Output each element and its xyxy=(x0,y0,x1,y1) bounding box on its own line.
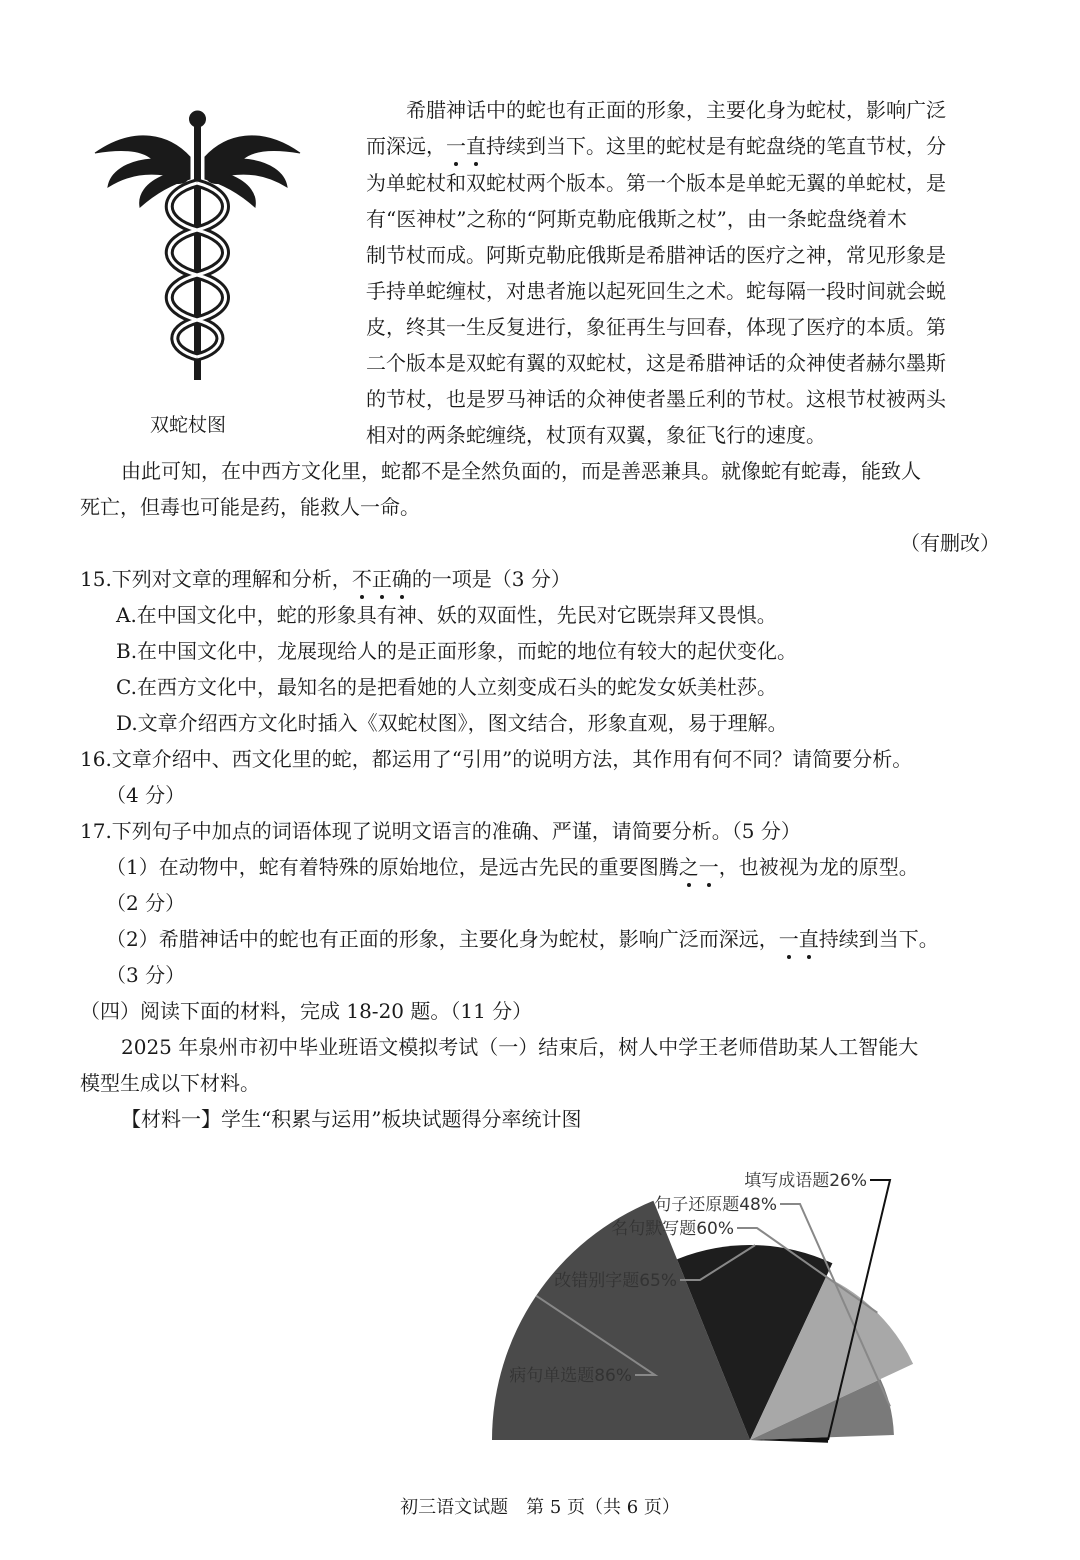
source-note: （有删改） xyxy=(900,531,1000,555)
passage-line-7: 皮，终其一生反复进行，象征再生与回春，体现了医疗的本质。第 xyxy=(366,315,946,339)
chart-label-5: 填写成语题26% xyxy=(744,1171,867,1191)
q15-option-d: D.文章介绍西方文化时插入《双蛇杖图》，图文结合，形象直观，易于理解。 xyxy=(116,711,788,735)
emphasis-dot-char: 直 xyxy=(466,131,486,161)
q17-stem: 17.下列句子中加点的词语体现了说明文语言的准确、严谨，请简要分析。（5 分） xyxy=(80,819,801,843)
q16-score: （4 分） xyxy=(106,783,186,807)
caduceus-icon xyxy=(90,95,305,385)
q15-option-c: C.在西方文化中，最知名的是把看她的人立刻变成石头的蛇发女妖美杜莎。 xyxy=(116,675,777,699)
passage-line-2: 而深远，一直持续到当下。这里的蛇杖是有蛇盘绕的笔直节杖，分 xyxy=(366,131,946,161)
emphasis-dot-char: 一 xyxy=(779,924,799,954)
passage-line-4: 有“医神杖”之称的“阿斯克勒庇俄斯之杖”，由一条蛇盘绕着木 xyxy=(366,207,907,231)
passage-line-10: 相对的两条蛇缠绕，杖顶有双翼，象征飞行的速度。 xyxy=(366,423,826,447)
passage-line-1: 希腊神话中的蛇也有正面的形象，主要化身为蛇杖，影响广泛 xyxy=(406,98,946,122)
emphasis-dot-char: 之 xyxy=(679,852,699,882)
q15-option-a: A.在中国文化中，蛇的形象具有神、妖的双面性，先民对它既崇拜又畏惧。 xyxy=(116,603,777,627)
q16-stem: 16.文章介绍中、西文化里的蛇，都运用了“引用”的说明方法，其作用有何不同？请简要分析。 xyxy=(80,747,913,771)
conclusion-line-1: 由此可知，在中西方文化里，蛇都不是全然负面的，而是善恶兼具。就像蛇有蛇毒，能致人 xyxy=(121,459,921,483)
passage-line-8: 二个版本是双蛇有翼的双蛇杖，这是希腊神话的众神使者赫尔墨斯 xyxy=(366,351,946,375)
q15-option-b: B.在中国文化中，龙展现给人的是正面形象，而蛇的地位有较大的起伏变化。 xyxy=(116,639,798,663)
q17-sentence-1-score: （2 分） xyxy=(106,891,186,915)
emphasis-dot-char: 正 xyxy=(372,564,392,594)
passage-line-9: 的节杖，也是罗马神话的众神使者墨丘利的节杖。这根节杖被两头 xyxy=(366,387,946,411)
chart-label-2: 改错别字题65% xyxy=(554,1271,677,1291)
section4-intro-2: 模型生成以下材料。 xyxy=(80,1071,260,1095)
passage-line-6: 手持单蛇缠杖，对患者施以起死回生之术。蛇每隔一段时间就会蜕 xyxy=(366,279,946,303)
q17-sentence-2: （2）希腊神话中的蛇也有正面的形象，主要化身为蛇杖，影响广泛而深远，一直持续到当下。 xyxy=(106,924,939,954)
emphasis-dot-char: 确 xyxy=(392,564,412,594)
figure-caption: 双蛇杖图 xyxy=(150,414,227,436)
emphasis-dot-char: 不 xyxy=(352,564,372,594)
passage-line-5: 制节杖而成。阿斯克勒庇俄斯是希腊神话的医疗之神，常见形象是 xyxy=(366,243,946,267)
emphasis-dot-char: 直 xyxy=(799,924,819,954)
chart-label-3: 名句默写题60% xyxy=(611,1219,734,1239)
chart-label-1: 病句单选题86% xyxy=(509,1366,632,1386)
chart-label-4: 句子还原题48% xyxy=(654,1195,777,1215)
emphasis-dot-char: 一 xyxy=(446,131,466,161)
q15-stem: 15.下列对文章的理解和分析，不正确的一项是（3 分） xyxy=(80,564,571,594)
section4-heading: （四）阅读下面的材料，完成 18-20 题。（11 分） xyxy=(80,999,533,1023)
score-rate-chart xyxy=(300,1140,867,1450)
conclusion-line-2: 死亡，但毒也可能是药，能救人一命。 xyxy=(80,495,420,519)
material-1-title: 【材料一】学生“积累与运用”板块试题得分率统计图 xyxy=(121,1107,582,1131)
q17-sentence-1: （1）在动物中，蛇有着特殊的原始地位，是远古先民的重要图腾之一，也被视为龙的原型。 xyxy=(106,852,919,882)
section4-intro-1: 2025 年泉州市初中毕业班语文模拟考试（一）结束后，树人中学王老师借助某人工智能大 xyxy=(121,1035,919,1059)
passage-line-3: 为单蛇杖和双蛇杖两个版本。第一个版本是单蛇无翼的单蛇杖，是 xyxy=(366,171,946,195)
q17-sentence-2-score: （3 分） xyxy=(106,963,186,987)
page-footer: 初三语文试题 第 5 页（共 6 页） xyxy=(400,1497,680,1518)
emphasis-dot-char: 一 xyxy=(699,852,719,882)
